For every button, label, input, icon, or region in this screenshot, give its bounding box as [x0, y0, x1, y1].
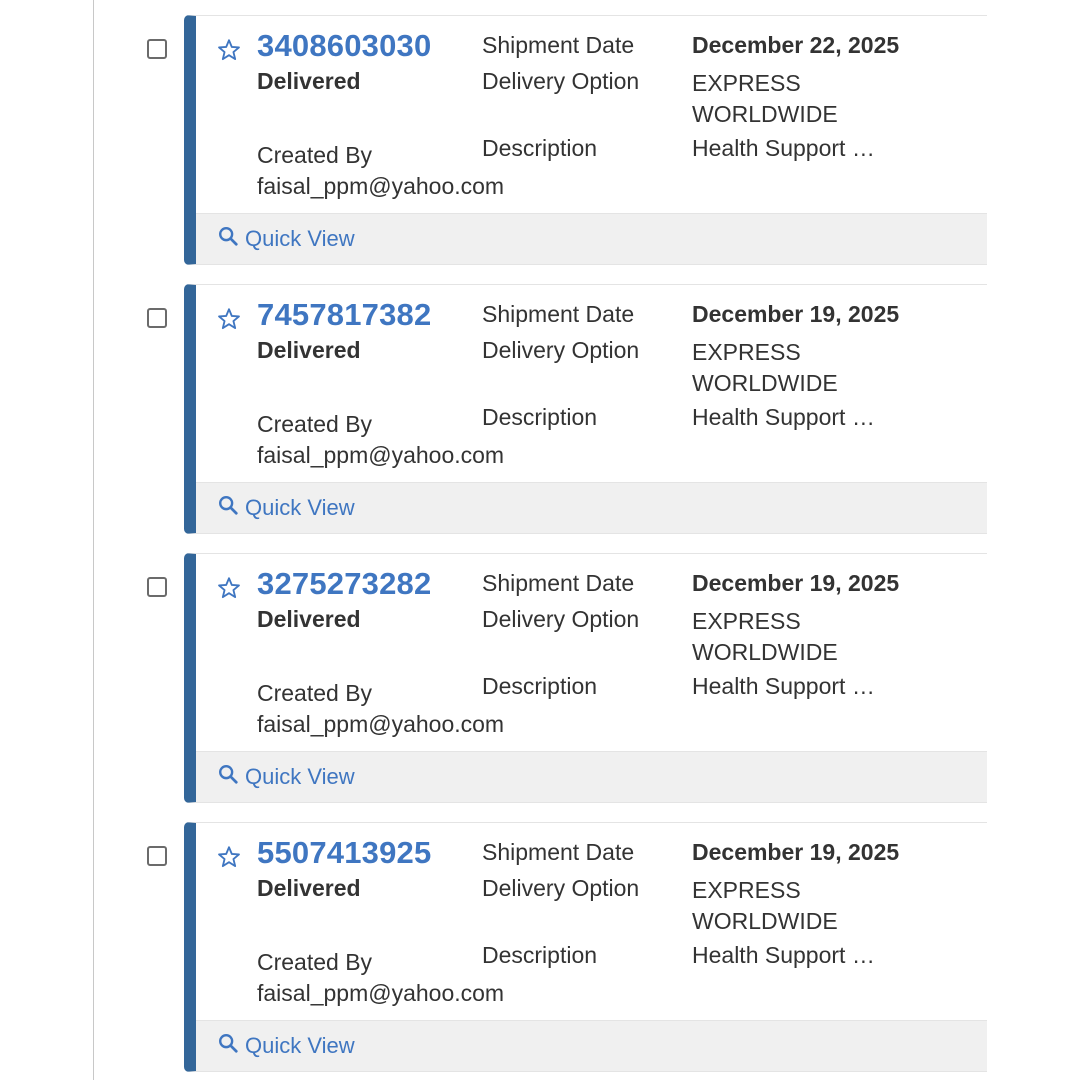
select-shipment-checkbox[interactable] [147, 39, 167, 59]
shipment-card [184, 822, 987, 1072]
shipment-card [184, 284, 987, 534]
shipment-date-label: Shipment Date [482, 32, 635, 58]
shipment-row [0, 553, 1080, 803]
shipment-date-value: December 22, 2025 [692, 32, 900, 58]
shipment-card-footer [196, 213, 987, 264]
status-text: Delivered [257, 68, 361, 94]
shipment-date-value: December 19, 2025 [692, 301, 900, 327]
magnifier-icon [217, 763, 245, 791]
star-icon[interactable] [216, 844, 242, 870]
created-by-label: Created By [257, 949, 373, 975]
waybill-number-link[interactable]: 5507413925 [257, 835, 432, 870]
shipment-card-body [196, 16, 987, 214]
waybill-number-link[interactable]: 3275273282 [257, 566, 432, 601]
delivery-option-value: EXPRESS WORLDWIDE [692, 70, 838, 127]
description-value: Health Support … [692, 673, 875, 699]
created-by-value: faisal_ppm@yahoo.com [257, 980, 505, 1006]
star-icon[interactable] [216, 37, 242, 63]
shipment-card-footer [196, 1020, 987, 1071]
created-by-label: Created By [257, 411, 373, 437]
quick-view-link[interactable] [217, 763, 355, 791]
shipment-card-body [196, 823, 987, 1021]
delivery-option-label: Delivery Option [482, 68, 640, 94]
quick-view-link[interactable] [217, 225, 355, 253]
star-icon[interactable] [216, 306, 242, 332]
magnifier-icon [217, 494, 245, 522]
shipment-row [0, 15, 1080, 265]
description-label: Description [482, 942, 598, 968]
magnifier-icon [217, 1032, 245, 1060]
select-shipment-checkbox[interactable] [147, 577, 167, 597]
quick-view-label: Quick View [245, 1033, 355, 1058]
select-shipment-checkbox[interactable] [147, 846, 167, 866]
delivery-option-label: Delivery Option [482, 606, 640, 632]
waybill-number-link[interactable]: 7457817382 [257, 297, 432, 332]
delivery-option-value: EXPRESS WORLDWIDE [692, 877, 838, 934]
shipment-row [0, 284, 1080, 534]
created-by-value: faisal_ppm@yahoo.com [257, 442, 505, 468]
shipment-date-value: December 19, 2025 [692, 839, 900, 865]
status-text: Delivered [257, 606, 361, 632]
created-by-value: faisal_ppm@yahoo.com [257, 173, 505, 199]
shipment-card [184, 15, 987, 265]
description-label: Description [482, 135, 598, 161]
status-text: Delivered [257, 875, 361, 901]
shipment-row [0, 822, 1080, 1072]
delivery-option-label: Delivery Option [482, 337, 640, 363]
shipment-card-body [196, 285, 987, 483]
shipment-card-footer [196, 482, 987, 533]
select-shipment-checkbox[interactable] [147, 308, 167, 328]
shipment-date-label: Shipment Date [482, 839, 635, 865]
description-label: Description [482, 673, 598, 699]
shipment-card [184, 553, 987, 803]
star-icon[interactable] [216, 575, 242, 601]
magnifier-icon [217, 225, 245, 253]
shipment-date-label: Shipment Date [482, 570, 635, 596]
delivery-option-label: Delivery Option [482, 875, 640, 901]
status-text: Delivered [257, 337, 361, 363]
quick-view-label: Quick View [245, 226, 355, 251]
shipment-card-body [196, 554, 987, 752]
shipment-date-label: Shipment Date [482, 301, 635, 327]
shipment-date-value: December 19, 2025 [692, 570, 900, 596]
shipment-card-list [0, 15, 1080, 1080]
shipment-card-footer [196, 751, 987, 802]
created-by-value: faisal_ppm@yahoo.com [257, 711, 505, 737]
quick-view-link[interactable] [217, 1032, 355, 1060]
description-label: Description [482, 404, 598, 430]
quick-view-link[interactable] [217, 494, 355, 522]
description-value: Health Support … [692, 942, 875, 968]
created-by-label: Created By [257, 142, 373, 168]
delivery-option-value: EXPRESS WORLDWIDE [692, 339, 838, 396]
created-by-label: Created By [257, 680, 373, 706]
waybill-number-link[interactable]: 3408603030 [257, 28, 432, 63]
quick-view-label: Quick View [245, 764, 355, 789]
quick-view-label: Quick View [245, 495, 355, 520]
description-value: Health Support … [692, 135, 875, 161]
delivery-option-value: EXPRESS WORLDWIDE [692, 608, 838, 665]
description-value: Health Support … [692, 404, 875, 430]
